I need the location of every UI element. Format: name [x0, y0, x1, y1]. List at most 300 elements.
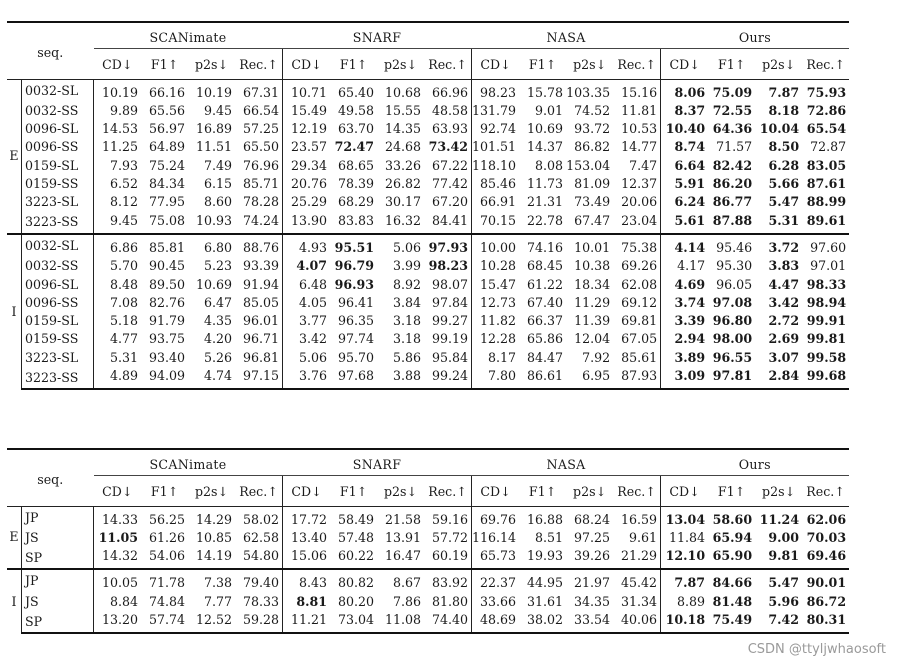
value-cell: 10.19 — [94, 79, 142, 102]
value-cell: 97.25 — [574, 529, 611, 545]
value-cell: 87.88 — [712, 212, 753, 228]
table-row — [7, 312, 849, 330]
value-cell: 54.80 — [235, 547, 283, 569]
value-cell: 8.06 — [661, 79, 709, 102]
value-cell: 85.71 — [235, 175, 283, 193]
value-cell: 4.20 — [203, 331, 232, 347]
metric-header: CD↓ — [291, 484, 322, 500]
metric-header: Rec.↑ — [235, 49, 283, 79]
value-cell: 14.35 — [384, 121, 421, 137]
value-cell: 72.55 — [712, 102, 753, 118]
value-cell: 84.66 — [708, 569, 755, 592]
value-cell: 94.09 — [141, 367, 188, 389]
value-cell: 21.29 — [613, 547, 661, 569]
seq-cell: SP — [22, 611, 94, 633]
value-cell: 3.83 — [768, 258, 800, 274]
value-cell: 10.01 — [566, 234, 613, 257]
metric-header: p2s↓ — [573, 484, 607, 500]
value-cell: 65.54 — [806, 121, 847, 137]
value-cell: 14.32 — [101, 548, 138, 564]
value-cell: 14.53 — [101, 121, 138, 137]
value-cell: 65.50 — [235, 138, 283, 156]
value-cell: 12.19 — [290, 121, 327, 137]
value-cell: 10.69 — [527, 121, 564, 137]
value-cell: 14.33 — [94, 506, 142, 529]
value-cell: 97.81 — [708, 367, 755, 389]
value-cell: 6.52 — [109, 176, 138, 192]
value-cell: 95.51 — [330, 234, 377, 257]
value-cell: 99.81 — [806, 331, 847, 347]
value-cell: 88.99 — [806, 194, 847, 210]
value-cell: 84.47 — [527, 349, 564, 365]
metric-header: CD↓ — [291, 57, 322, 73]
value-cell: 96.81 — [235, 349, 283, 367]
value-cell: 66.96 — [424, 79, 472, 102]
value-cell: 11.84 — [669, 529, 706, 545]
value-cell: 62.58 — [235, 529, 283, 547]
value-cell: 4.05 — [298, 294, 327, 310]
value-cell: 13.20 — [94, 611, 142, 633]
value-cell: 3.42 — [298, 331, 327, 347]
value-cell: 92.74 — [480, 121, 517, 137]
value-cell: 16.88 — [519, 506, 566, 529]
value-cell: 11.82 — [480, 313, 517, 329]
value-cell: 98.23 — [472, 79, 520, 102]
value-cell: 12.28 — [480, 331, 517, 347]
value-cell: 75.49 — [708, 611, 755, 633]
value-cell: 30.17 — [384, 194, 421, 210]
value-cell: 97.84 — [424, 294, 472, 312]
value-cell: 8.51 — [535, 529, 564, 545]
value-cell: 3.77 — [298, 313, 327, 329]
value-cell: 66.54 — [235, 102, 283, 120]
value-cell: 99.91 — [806, 313, 847, 329]
value-cell: 3.39 — [674, 313, 706, 329]
metric-header: CD↓ — [480, 484, 511, 500]
table-row — [7, 330, 849, 348]
method-header-snarf: SNARF — [283, 449, 472, 476]
value-cell: 6.15 — [203, 176, 232, 192]
method-header-ours: Ours — [661, 449, 850, 476]
value-cell: 31.61 — [527, 593, 564, 609]
value-cell: 67.40 — [527, 294, 564, 310]
value-cell: 10.38 — [574, 258, 611, 274]
value-cell: 9.89 — [109, 102, 138, 118]
value-cell: 4.69 — [674, 276, 706, 292]
value-cell: 7.77 — [203, 593, 232, 609]
value-cell: 8.81 — [296, 593, 327, 609]
value-cell: 14.77 — [613, 138, 661, 156]
value-cell: 93.40 — [148, 349, 185, 365]
value-cell: 3.72 — [755, 234, 802, 257]
value-cell: 57.74 — [141, 611, 188, 633]
value-cell: 74.52 — [574, 102, 611, 118]
value-cell: 67.05 — [613, 330, 661, 348]
value-cell: 58.60 — [708, 506, 755, 529]
value-cell: 82.76 — [148, 294, 185, 310]
value-cell: 8.08 — [535, 157, 564, 173]
value-cell: 26.82 — [384, 176, 421, 192]
value-cell: 86.20 — [712, 176, 753, 192]
value-cell: 6.48 — [298, 276, 327, 292]
metric-header: CD↓ — [669, 484, 700, 500]
value-cell: 97.60 — [802, 234, 849, 257]
value-cell: 85.81 — [141, 234, 188, 257]
table-row — [7, 79, 849, 102]
value-cell: 11.81 — [613, 102, 661, 120]
value-cell: 40.06 — [613, 611, 661, 633]
value-cell: 97.01 — [810, 258, 847, 274]
method-header-row — [7, 449, 849, 476]
value-cell: 96.93 — [334, 276, 374, 292]
value-cell: 70.03 — [806, 529, 847, 545]
value-cell: 39.26 — [574, 548, 611, 564]
value-cell: 13.91 — [384, 529, 421, 545]
value-cell: 5.91 — [674, 176, 706, 192]
value-cell: 56.97 — [148, 121, 185, 137]
value-cell: 23.57 — [290, 139, 327, 155]
value-cell: 81.48 — [712, 593, 753, 609]
value-cell: 8.37 — [674, 102, 706, 118]
value-cell: 81.09 — [574, 176, 611, 192]
value-cell: 23.04 — [613, 212, 661, 234]
value-cell: 8.60 — [203, 194, 232, 210]
table-row — [7, 276, 849, 294]
seq-cell: 3223-SL — [22, 193, 94, 211]
value-cell: 98.07 — [424, 276, 472, 294]
value-cell: 68.45 — [527, 258, 564, 274]
value-cell: 11.08 — [377, 611, 424, 633]
seq-cell: 0096-SS — [22, 138, 94, 156]
value-cell: 8.89 — [677, 593, 706, 609]
value-cell: 75.24 — [148, 157, 185, 173]
value-cell: 97.74 — [337, 331, 374, 347]
value-cell: 10.69 — [195, 276, 232, 292]
value-cell: 5.96 — [768, 593, 800, 609]
seq-header: seq. — [7, 449, 94, 506]
seq-cell: 0096-SL — [22, 120, 94, 138]
value-cell: 13.04 — [661, 506, 709, 529]
value-cell: 10.00 — [472, 234, 520, 257]
table-row — [7, 175, 849, 193]
value-cell: 65.86 — [527, 331, 564, 347]
value-cell: 11.29 — [574, 294, 611, 310]
metric-header: F1↑ — [339, 484, 368, 500]
results-table-1 — [7, 21, 849, 390]
value-cell: 69.46 — [806, 548, 847, 564]
metric-header: p2s↓ — [762, 57, 796, 73]
value-cell: 86.82 — [574, 139, 611, 155]
method-header-snarf: SNARF — [283, 22, 472, 49]
value-cell: 8.67 — [377, 569, 424, 592]
seq-cell: JP — [22, 506, 94, 529]
value-cell: 38.02 — [519, 611, 566, 633]
value-cell: 6.28 — [768, 157, 800, 173]
value-cell: 89.50 — [148, 276, 185, 292]
value-cell: 7.86 — [392, 593, 421, 609]
value-cell: 10.19 — [188, 79, 235, 102]
seq-cell: 0032-SL — [22, 234, 94, 257]
value-cell: 2.94 — [674, 331, 706, 347]
value-cell: 14.37 — [527, 139, 564, 155]
value-cell: 11.21 — [283, 611, 331, 633]
metric-header: Rec.↑ — [424, 49, 472, 79]
method-header-ours: Ours — [661, 22, 850, 49]
metric-header: F1↑ — [528, 57, 557, 73]
value-cell: 7.87 — [661, 569, 709, 592]
value-cell: 67.20 — [424, 193, 472, 211]
value-cell: 65.56 — [148, 102, 185, 118]
value-cell: 73.04 — [330, 611, 377, 633]
value-cell: 91.94 — [235, 276, 283, 294]
table-row — [7, 593, 849, 611]
seq-cell: 0096-SL — [22, 276, 94, 294]
value-cell: 99.27 — [424, 312, 472, 330]
value-cell: 15.16 — [613, 79, 661, 102]
table-row — [7, 611, 849, 633]
value-cell: 45.42 — [613, 569, 661, 592]
value-cell: 72.87 — [810, 139, 847, 155]
value-cell: 34.35 — [574, 593, 611, 609]
table-row — [7, 193, 849, 211]
value-cell: 6.80 — [188, 234, 235, 257]
value-cell: 96.80 — [712, 313, 753, 329]
group-label: E — [7, 79, 22, 234]
value-cell: 69.81 — [613, 312, 661, 330]
value-cell: 83.83 — [337, 212, 374, 228]
value-cell: 153.04 — [566, 157, 611, 173]
value-cell: 5.70 — [109, 258, 138, 274]
value-cell: 7.47 — [613, 157, 661, 175]
value-cell: 3.09 — [661, 367, 709, 389]
value-cell: 78.28 — [235, 193, 283, 211]
value-cell: 103.35 — [566, 79, 613, 102]
value-cell: 6.95 — [566, 367, 613, 389]
value-cell: 89.61 — [806, 212, 847, 228]
value-cell: 15.06 — [290, 548, 327, 564]
metric-header: Rec.↑ — [613, 476, 661, 506]
value-cell: 8.50 — [768, 139, 800, 155]
value-cell: 74.40 — [424, 611, 472, 633]
seq-cell: 0032-SS — [22, 102, 94, 120]
table-row — [7, 120, 849, 138]
metric-header: F1↑ — [718, 57, 746, 73]
method-header-row — [7, 22, 849, 49]
value-cell: 74.16 — [519, 234, 566, 257]
value-cell: 77.42 — [424, 175, 472, 193]
value-cell: 5.31 — [768, 212, 800, 228]
value-cell: 97.68 — [330, 367, 377, 389]
value-cell: 10.28 — [480, 258, 517, 274]
value-cell: 84.34 — [148, 176, 185, 192]
value-cell: 59.28 — [235, 611, 283, 633]
value-cell: 8.48 — [109, 276, 138, 292]
value-cell: 7.49 — [203, 157, 232, 173]
value-cell: 3.88 — [377, 367, 424, 389]
metric-header: p2s↓ — [573, 57, 607, 73]
value-cell: 90.45 — [148, 258, 185, 274]
results-table-2 — [7, 448, 849, 634]
value-cell: 98.94 — [806, 294, 847, 310]
seq-cell: 0096-SS — [22, 294, 94, 312]
value-cell: 7.93 — [109, 157, 138, 173]
value-cell: 57.25 — [235, 120, 283, 138]
value-cell: 87.61 — [806, 176, 847, 192]
seq-cell: 0032-SL — [22, 79, 94, 102]
value-cell: 93.75 — [148, 331, 185, 347]
metric-header-row — [7, 476, 849, 506]
metric-header: F1↑ — [150, 57, 179, 73]
value-cell: 96.35 — [337, 313, 374, 329]
value-cell: 96.01 — [235, 312, 283, 330]
value-cell: 5.47 — [768, 194, 800, 210]
value-cell: 4.93 — [283, 234, 331, 257]
metric-header: F1↑ — [528, 484, 557, 500]
metric-header: p2s↓ — [383, 57, 418, 73]
value-cell: 85.05 — [235, 294, 283, 312]
value-cell: 80.20 — [337, 593, 374, 609]
value-cell: 11.05 — [98, 529, 138, 545]
value-cell: 82.42 — [712, 157, 753, 173]
value-cell: 4.35 — [203, 313, 232, 329]
value-cell: 11.25 — [101, 139, 138, 155]
value-cell: 64.36 — [712, 121, 753, 137]
value-cell: 22.78 — [527, 212, 564, 228]
value-cell: 21.97 — [566, 569, 613, 592]
value-cell: 15.78 — [519, 79, 566, 102]
value-cell: 21.58 — [377, 506, 424, 529]
value-cell: 4.77 — [109, 331, 138, 347]
value-cell: 64.89 — [148, 139, 185, 155]
group-label: I — [7, 569, 22, 633]
value-cell: 87.93 — [613, 367, 661, 389]
value-cell: 95.30 — [716, 258, 753, 274]
value-cell: 12.04 — [574, 331, 611, 347]
table-row — [7, 529, 849, 547]
value-cell: 84.41 — [424, 212, 472, 234]
value-cell: 3.76 — [283, 367, 331, 389]
value-cell: 9.81 — [768, 548, 800, 564]
value-cell: 20.06 — [613, 193, 661, 211]
value-cell: 79.40 — [235, 569, 283, 592]
value-cell: 31.34 — [613, 593, 661, 611]
metric-header: CD↓ — [102, 484, 133, 500]
value-cell: 16.32 — [384, 212, 421, 228]
metric-header: p2s↓ — [383, 484, 418, 500]
metric-header: CD↓ — [480, 57, 511, 73]
value-cell: 48.69 — [472, 611, 520, 633]
value-cell: 4.07 — [296, 258, 327, 274]
metric-header: CD↓ — [669, 57, 700, 73]
value-cell: 8.18 — [768, 102, 800, 118]
value-cell: 66.37 — [527, 313, 564, 329]
seq-cell: JS — [22, 529, 94, 547]
value-cell: 86.61 — [519, 367, 566, 389]
value-cell: 91.79 — [148, 313, 185, 329]
value-cell: 17.72 — [283, 506, 331, 529]
value-cell: 11.39 — [574, 313, 611, 329]
table-row — [7, 138, 849, 156]
value-cell: 67.22 — [424, 157, 472, 175]
value-cell: 69.76 — [472, 506, 520, 529]
value-cell: 66.16 — [141, 79, 188, 102]
value-cell: 21.31 — [527, 194, 564, 210]
value-cell: 68.24 — [566, 506, 613, 529]
value-cell: 3.18 — [392, 331, 421, 347]
value-cell: 15.49 — [290, 102, 327, 118]
value-cell: 5.47 — [755, 569, 802, 592]
value-cell: 75.38 — [613, 234, 661, 257]
metric-header: Rec.↑ — [613, 49, 661, 79]
value-cell: 7.42 — [755, 611, 802, 633]
value-cell: 99.68 — [802, 367, 849, 389]
value-cell: 69.12 — [613, 294, 661, 312]
metric-header: Rec.↑ — [235, 476, 283, 506]
value-cell: 3.84 — [392, 294, 421, 310]
value-cell: 10.05 — [94, 569, 142, 592]
metric-header: p2s↓ — [194, 484, 229, 500]
value-cell: 4.74 — [188, 367, 235, 389]
value-cell: 19.93 — [527, 548, 564, 564]
value-cell: 62.06 — [802, 506, 849, 529]
value-cell: 5.86 — [392, 349, 421, 365]
value-cell: 5.23 — [203, 258, 232, 274]
value-cell: 33.26 — [384, 157, 421, 173]
value-cell: 71.78 — [141, 569, 188, 592]
value-cell: 20.76 — [290, 176, 327, 192]
method-header-nasa: NASA — [472, 449, 661, 476]
value-cell: 57.48 — [337, 529, 374, 545]
value-cell: 5.18 — [109, 313, 138, 329]
value-cell: 96.79 — [334, 258, 374, 274]
value-cell: 8.12 — [109, 194, 138, 210]
value-cell: 65.90 — [712, 548, 753, 564]
value-cell: 3.42 — [768, 294, 800, 310]
metric-header: p2s↓ — [194, 57, 229, 73]
value-cell: 3.18 — [392, 313, 421, 329]
table-row — [7, 547, 849, 569]
value-cell: 58.02 — [235, 506, 283, 529]
value-cell: 72.86 — [806, 102, 847, 118]
value-cell: 78.33 — [235, 593, 283, 611]
value-cell: 18.34 — [574, 276, 611, 292]
value-cell: 73.42 — [424, 138, 472, 156]
value-cell: 80.31 — [802, 611, 849, 633]
method-header-nasa: NASA — [472, 22, 661, 49]
value-cell: 71.57 — [716, 139, 753, 155]
value-cell: 96.55 — [712, 349, 753, 365]
value-cell: 63.70 — [337, 121, 374, 137]
seq-cell: SP — [22, 547, 94, 569]
seq-cell: 3223-SS — [22, 367, 94, 389]
value-cell: 11.73 — [527, 176, 564, 192]
value-cell: 61.26 — [148, 529, 185, 545]
value-cell: 4.17 — [677, 258, 706, 274]
value-cell: 5.06 — [377, 234, 424, 257]
value-cell: 8.84 — [109, 593, 138, 609]
value-cell: 16.59 — [613, 506, 661, 529]
value-cell: 3.99 — [392, 258, 421, 274]
seq-cell: 3223-SL — [22, 349, 94, 367]
metric-header: p2s↓ — [762, 484, 796, 500]
seq-cell: JS — [22, 593, 94, 611]
table-row — [7, 234, 849, 257]
value-cell: 8.92 — [392, 276, 421, 292]
metric-header: CD↓ — [102, 57, 133, 73]
table-row — [7, 157, 849, 175]
value-cell: 75.93 — [802, 79, 849, 102]
value-cell: 10.40 — [665, 121, 706, 137]
